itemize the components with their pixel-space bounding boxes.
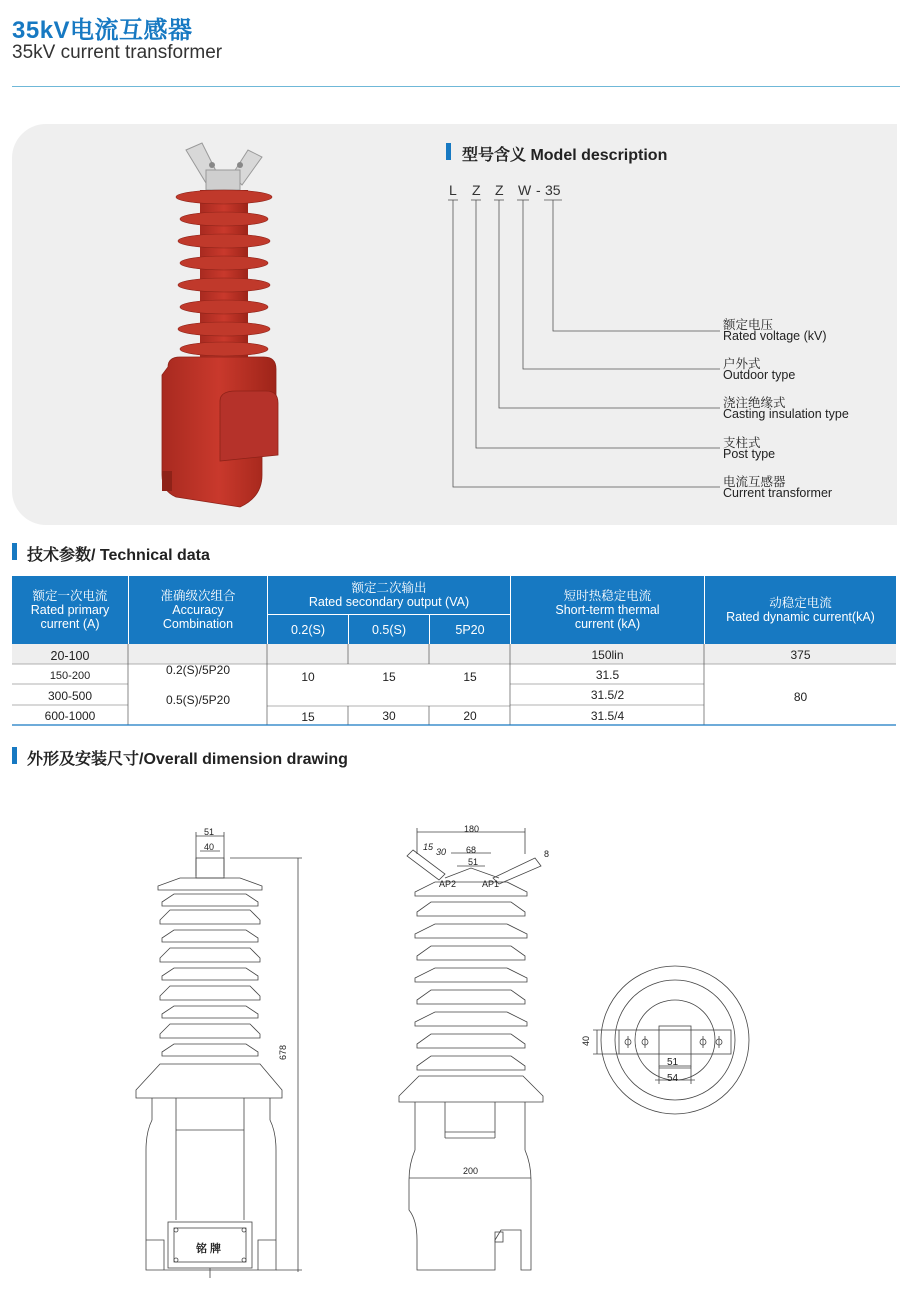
model-letter-z1: Z bbox=[472, 182, 481, 198]
th-primary bbox=[12, 576, 128, 644]
model-letter-z2: Z bbox=[495, 182, 504, 198]
th-sep bbox=[128, 576, 129, 644]
desc-post-cn: 支柱式 bbox=[723, 436, 761, 450]
th-sep bbox=[268, 614, 510, 615]
dim-678: 678 bbox=[278, 1044, 288, 1060]
model-letter-35: 35 bbox=[545, 182, 561, 198]
th-sep bbox=[348, 614, 349, 644]
th-secondary-en: Rated secondary output (VA) bbox=[308, 595, 470, 609]
dim-68: 68 bbox=[466, 845, 477, 855]
tech-section-marker bbox=[12, 543, 17, 560]
th-dynamic-en: Rated dynamic current(kA) bbox=[726, 610, 875, 624]
cell-out2-02s: 15 bbox=[301, 710, 315, 724]
th-dynamic-cn: 动稳定电流 bbox=[769, 596, 832, 610]
th-primary-en2: current (A) bbox=[40, 617, 100, 631]
desc-casting-en: Casting insulation type bbox=[723, 407, 849, 421]
cell-thermal-4: 31.5/4 bbox=[590, 709, 625, 723]
cell-thermal-3: 31.5/2 bbox=[590, 688, 625, 702]
dim-40-front: 40 bbox=[204, 842, 215, 852]
desc-voltage-cn: 额定电压 bbox=[723, 318, 774, 332]
dim-51-top: 51 bbox=[667, 1057, 679, 1068]
th-secondary-cn: 额定二次输出 bbox=[351, 581, 427, 595]
th-sep bbox=[704, 576, 705, 644]
dim-15: 15 bbox=[423, 842, 434, 852]
th-accuracy bbox=[129, 576, 267, 644]
side-view-drawing bbox=[395, 820, 565, 1280]
dim-40-top: 40 bbox=[581, 1035, 591, 1046]
th-sub-02s: 0.2(S) bbox=[268, 615, 348, 644]
model-section-title: 型号含义 Model description bbox=[462, 147, 668, 164]
cell-accuracy-2: 0.5(S)/5P20 bbox=[165, 693, 231, 707]
cell-accuracy-1: 0.2(S)/5P20 bbox=[165, 663, 231, 677]
th-primary-en1: Rated primary bbox=[30, 603, 110, 617]
th-dynamic bbox=[705, 576, 896, 644]
desc-ct-cn: 电流互感器 bbox=[723, 475, 786, 489]
th-accuracy-en1: Accuracy bbox=[172, 603, 224, 617]
th-thermal-cn: 短时热稳定电流 bbox=[563, 589, 652, 603]
tech-section-title: 技术参数/ Technical data bbox=[27, 547, 210, 564]
cell-out1-02s: 10 bbox=[301, 670, 315, 684]
label-ap1: AP1 bbox=[482, 879, 500, 889]
dim-54-top: 54 bbox=[667, 1073, 679, 1084]
th-sep bbox=[267, 576, 268, 644]
cell-primary-2: 150-200 bbox=[49, 670, 91, 682]
dim-8: 8 bbox=[544, 849, 550, 859]
dim-180: 180 bbox=[464, 824, 480, 834]
th-sep bbox=[429, 614, 430, 644]
cell-dynamic-1: 375 bbox=[790, 648, 811, 662]
cell-primary-1: 20-100 bbox=[50, 649, 90, 663]
cell-primary-3: 300-500 bbox=[47, 689, 93, 703]
desc-post-en: Post type bbox=[723, 447, 776, 461]
th-sub-05s: 0.5(S) bbox=[349, 615, 429, 644]
cell-primary-4: 600-1000 bbox=[44, 709, 96, 723]
drawing-section-marker bbox=[12, 747, 17, 764]
model-letter-w: W bbox=[518, 182, 532, 198]
th-accuracy-cn: 准确级次组合 bbox=[160, 589, 236, 603]
desc-casting-cn: 浇注绝缘式 bbox=[723, 396, 786, 410]
th-sep bbox=[510, 576, 511, 644]
label-ap2: AP2 bbox=[439, 879, 457, 889]
model-letter-dash: - bbox=[536, 182, 541, 198]
page-title-cn: 35kV电流互感器 bbox=[12, 17, 193, 44]
top-view-drawing bbox=[585, 960, 755, 1120]
dim-30: 30 bbox=[436, 847, 447, 857]
dim-51-front: 51 bbox=[204, 827, 215, 837]
desc-outdoor-en: Outdoor type bbox=[723, 368, 796, 382]
page-title-en: 35kV current transformer bbox=[12, 42, 223, 63]
cell-out1-05s: 15 bbox=[382, 670, 396, 684]
th-thermal-en1: Short-term thermal bbox=[555, 603, 660, 617]
th-primary-cn: 额定一次电流 bbox=[32, 589, 108, 603]
drawing-section-title: 外形及安装尺寸/Overall dimension drawing bbox=[27, 751, 348, 768]
cell-out2-5p20: 20 bbox=[463, 709, 477, 723]
th-accuracy-en2: Combination bbox=[162, 617, 234, 631]
dim-51-side: 51 bbox=[468, 857, 479, 867]
dim-200: 200 bbox=[463, 1166, 479, 1176]
cell-dynamic-2: 80 bbox=[793, 690, 808, 704]
cell-thermal-1: 150lin bbox=[591, 648, 624, 662]
cell-out2-05s: 30 bbox=[382, 709, 396, 723]
model-letter-l: L bbox=[449, 182, 457, 198]
desc-outdoor-cn: 户外式 bbox=[723, 357, 761, 371]
th-thermal bbox=[511, 576, 704, 644]
th-sub-5p20: 5P20 bbox=[430, 615, 510, 644]
desc-ct-en: Current transformer bbox=[723, 486, 833, 500]
th-secondary bbox=[268, 576, 510, 614]
cell-thermal-2: 31.5 bbox=[595, 668, 620, 682]
desc-voltage-en: Rated voltage (kV) bbox=[723, 329, 827, 343]
cell-out1-5p20: 15 bbox=[463, 670, 477, 684]
th-thermal-en2: current (kA) bbox=[574, 617, 641, 631]
nameplate-label: 铭 牌 bbox=[196, 1243, 222, 1255]
model-leader-lines bbox=[0, 0, 900, 520]
